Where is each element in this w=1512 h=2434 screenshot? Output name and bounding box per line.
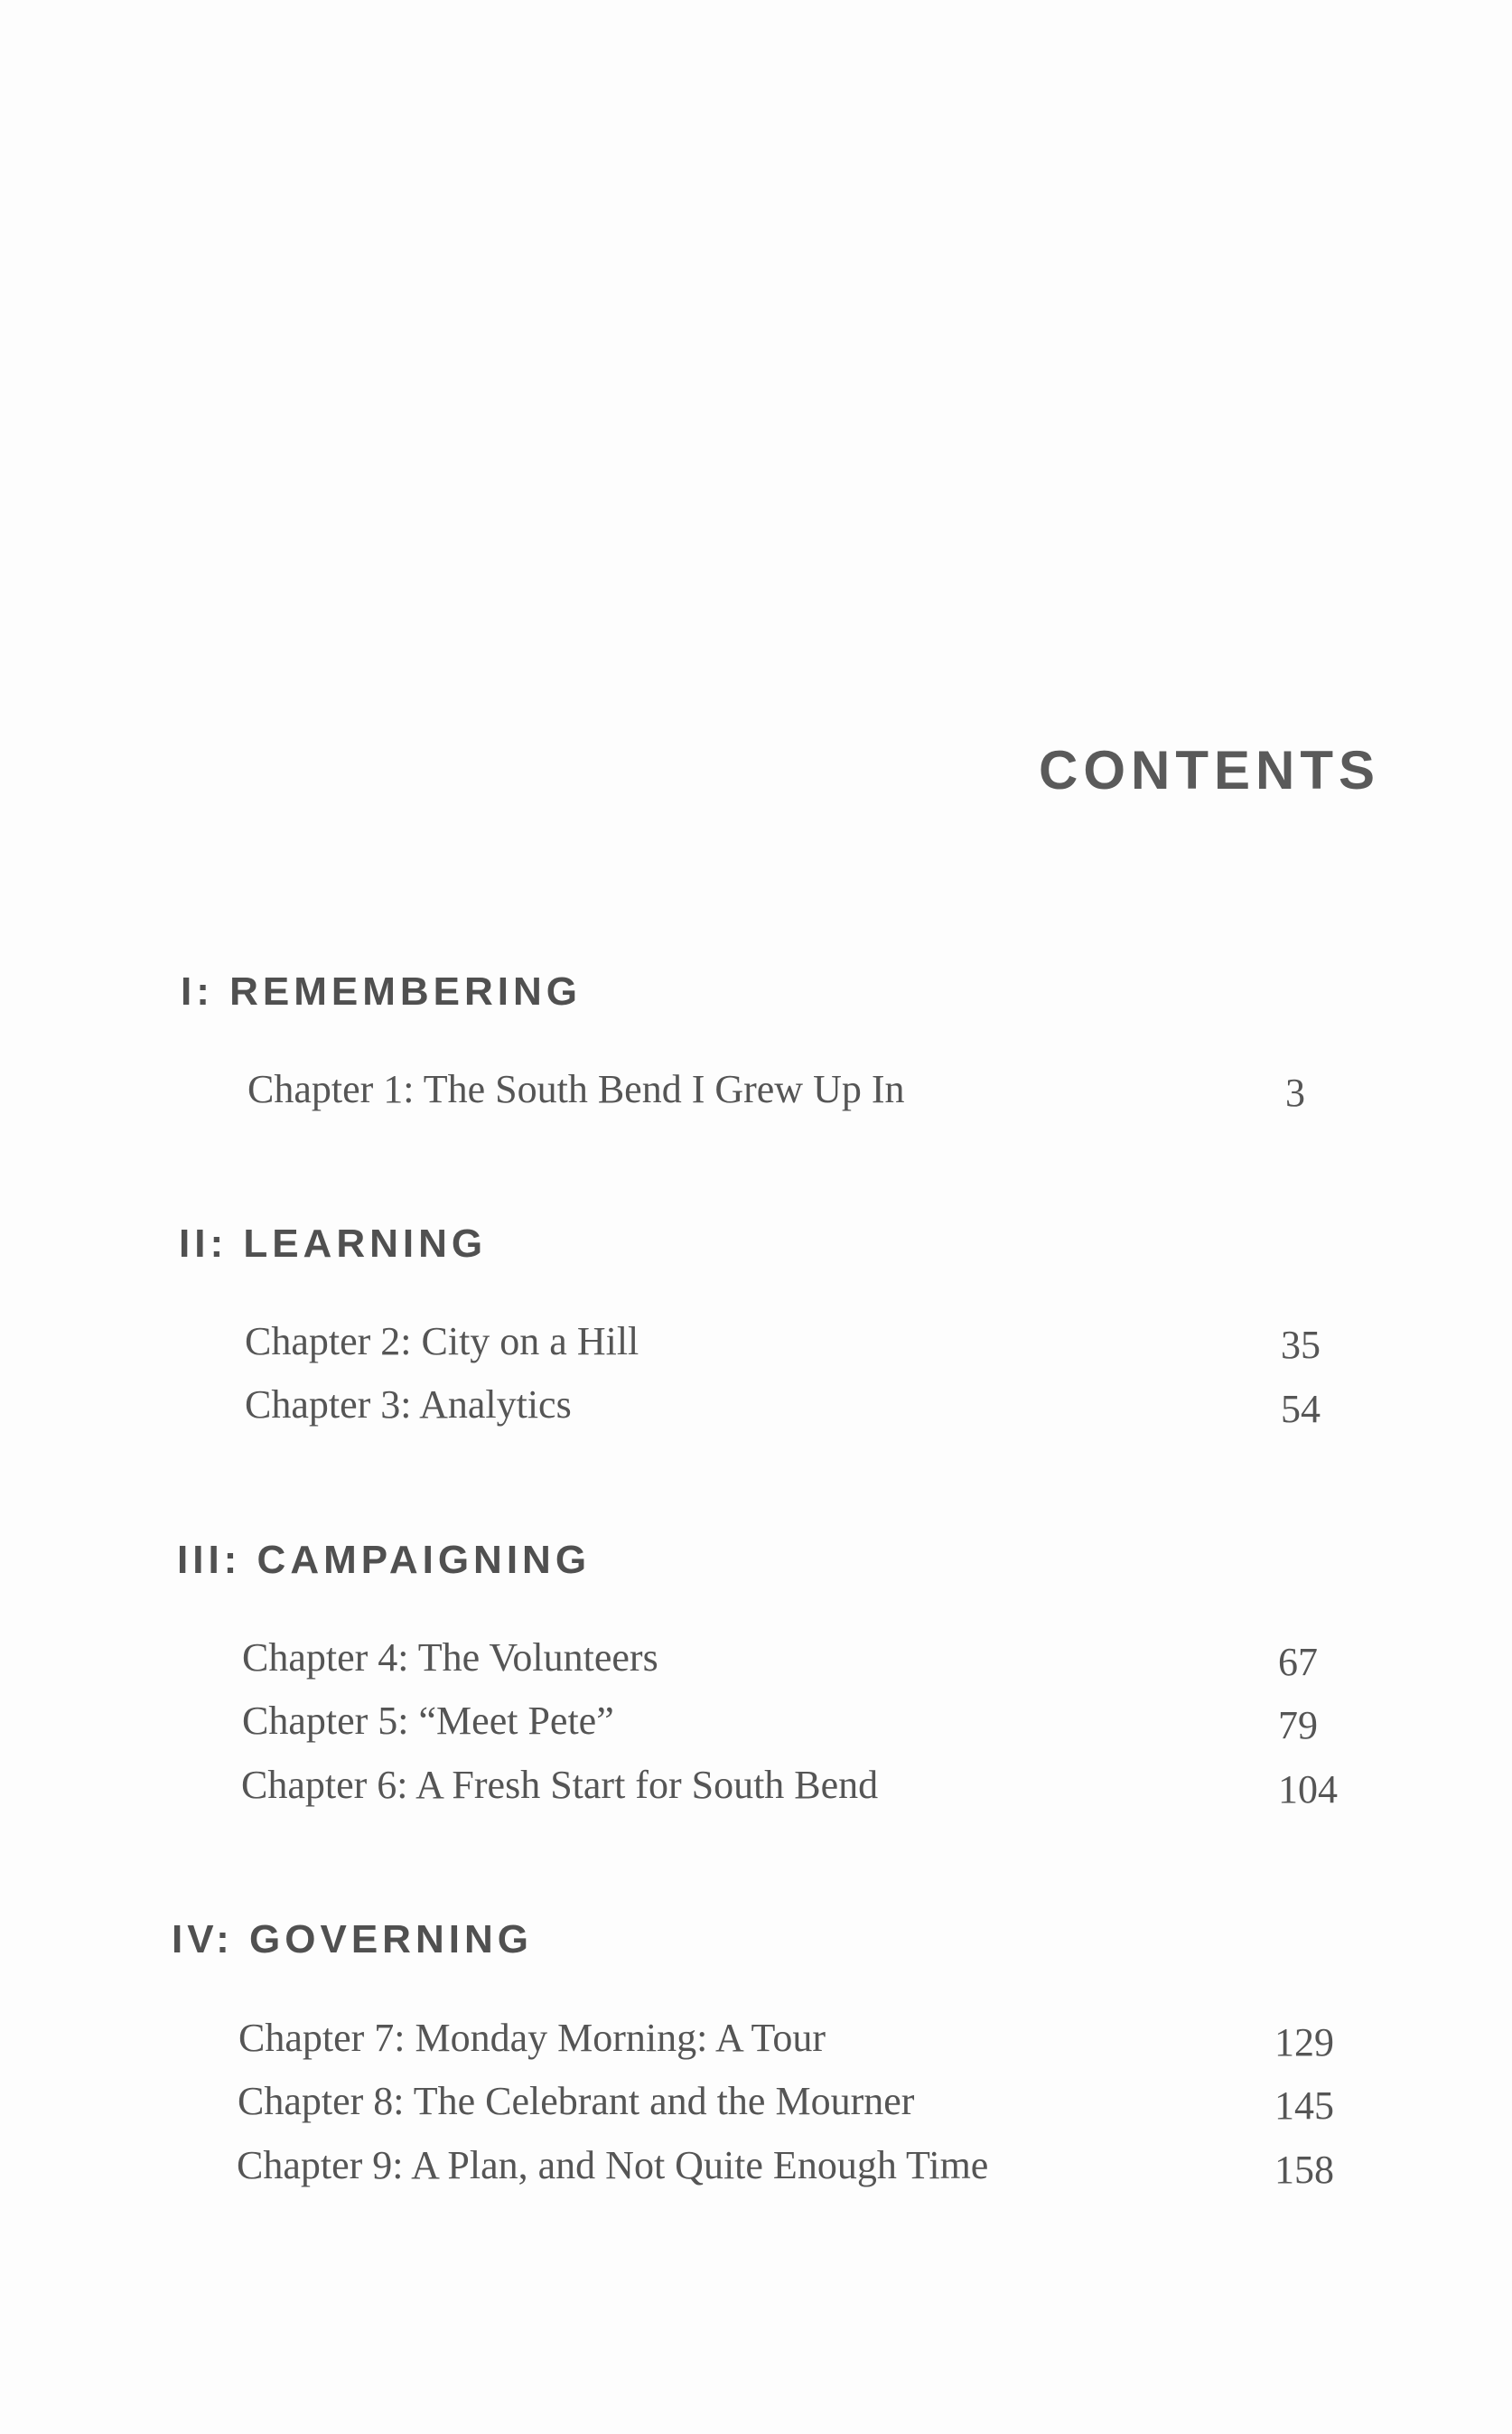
chapter-title: Chapter 8: The Celebrant and the Mourner [238, 2079, 915, 2123]
page-title: CONTENTS [1039, 740, 1380, 800]
part-heading: IV: GOVERNING [172, 1917, 533, 1961]
chapter-title: Chapter 5: “Meet Pete” [242, 1699, 614, 1743]
part-heading: I: REMEMBERING [181, 969, 582, 1014]
chapter-title: Chapter 1: The South Bend I Grew Up In [247, 1067, 905, 1111]
chapter-page: 67 [1278, 1640, 1318, 1684]
chapter-page: 145 [1274, 2083, 1334, 2128]
chapter-title: Chapter 4: The Volunteers [242, 1635, 658, 1680]
chapter-page: 79 [1278, 1703, 1318, 1747]
chapter-title: Chapter 7: Monday Morning: A Tour [238, 2016, 826, 2060]
chapter-page: 35 [1281, 1323, 1321, 1367]
chapter-title: Chapter 3: Analytics [245, 1382, 572, 1427]
chapter-page: 54 [1281, 1387, 1321, 1431]
chapter-page: 104 [1278, 1767, 1338, 1811]
chapter-title: Chapter 2: City on a Hill [245, 1319, 639, 1363]
chapter-page: 129 [1274, 2020, 1334, 2064]
chapter-page: 3 [1285, 1071, 1305, 1115]
chapter-page: 158 [1274, 2148, 1334, 2192]
chapter-title: Chapter 6: A Fresh Start for South Bend [241, 1763, 879, 1807]
chapter-title: Chapter 9: A Plan, and Not Quite Enough Time [237, 2143, 989, 2187]
part-heading: III: CAMPAIGNING [177, 1538, 592, 1582]
part-heading: II: LEARNING [179, 1222, 488, 1266]
